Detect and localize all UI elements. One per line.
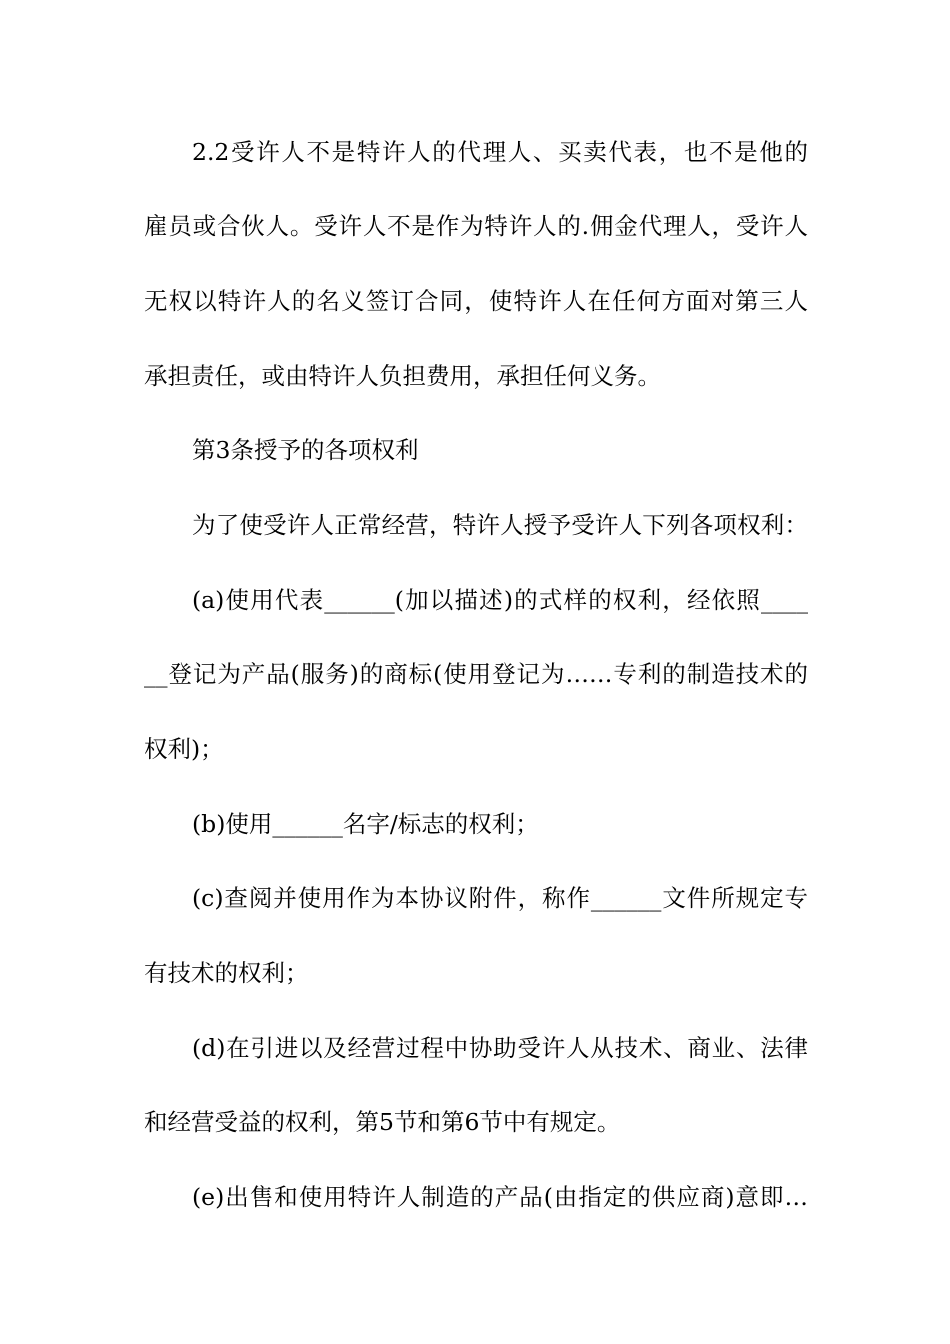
item-d-line-2: 和经营受益的权利，第5节和第6节中有规定。	[144, 1108, 621, 1136]
item-b: (b)使用______名字/标志的权利；	[192, 810, 539, 838]
clause-2-2-line-2: 雇员或合伙人。受许人不是作为特许人的.佣金代理人，受许人	[144, 212, 808, 240]
item-c-line-2: 有技术的权利；	[144, 959, 309, 987]
clause-2-2-line-4: 承担责任，或由特许人负担费用，承担任何义务。	[144, 362, 661, 390]
item-c-line-1: (c)查阅并使用作为本协议附件，称作______文件所规定专	[192, 884, 808, 912]
item-d-line-1: (d)在引进以及经营过程中协助受许人从技术、商业、法律	[192, 1034, 808, 1062]
item-a-line-2: __登记为产品(服务)的商标(使用登记为……专利的制造技术的	[144, 660, 808, 688]
clause-2-2-line-3: 无权以特许人的名义签订合同，使特许人在任何方面对第三人	[144, 287, 808, 315]
clause-2-2-line-1: 2.2受许人不是特许人的代理人、买卖代表，也不是他的	[192, 138, 808, 166]
item-a-line-3: 权利)；	[144, 735, 224, 763]
item-e-line-1: (e)出售和使用特许人制造的产品(由指定的供应商)意即…	[192, 1183, 808, 1211]
article-3-intro: 为了使受许人正常经营，特许人授予受许人下列各项权利：	[192, 511, 808, 539]
article-3-heading: 第3条授予的各项权利	[192, 436, 419, 464]
item-a-line-1: (a)使用代表______(加以描述)的式样的权利，经依照____	[192, 586, 808, 614]
